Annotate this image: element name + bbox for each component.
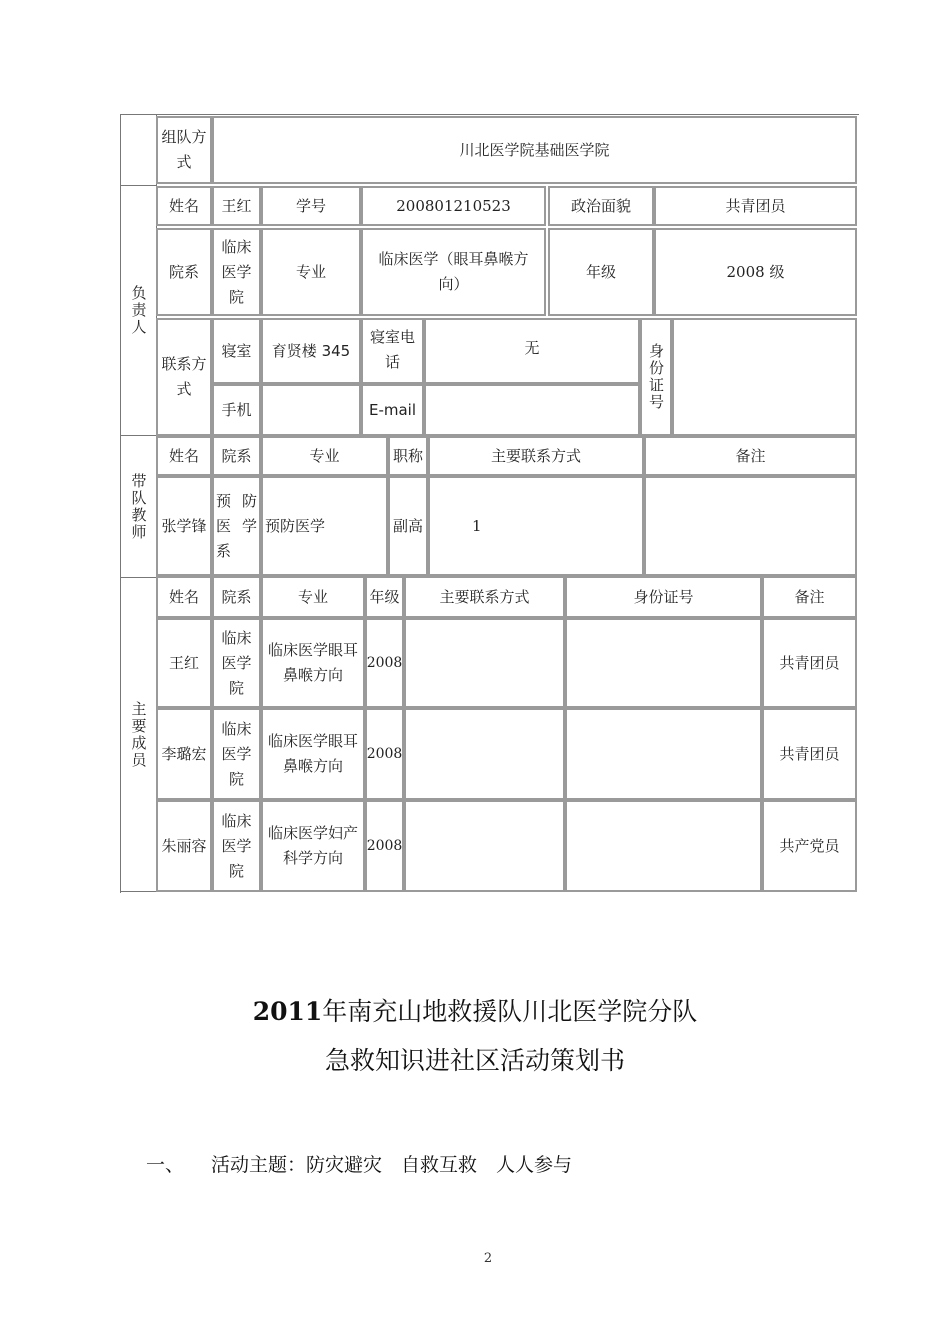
member-note: 共产党员 bbox=[762, 800, 857, 892]
teacher-header-title: 职称 bbox=[388, 436, 428, 476]
member-grade: 2008 bbox=[365, 618, 404, 708]
member-header-grade: 年级 bbox=[365, 576, 404, 618]
dorm-phone-label: 寝室电话 bbox=[361, 318, 424, 384]
leader-section-label: 负责人 bbox=[120, 186, 157, 436]
members-section-label: 主要成员 bbox=[120, 578, 157, 892]
member-grade: 2008 bbox=[365, 800, 404, 892]
section-heading bbox=[146, 1150, 572, 1177]
dorm-phone-value: 无 bbox=[424, 318, 640, 384]
teacher-header-dept: 院系 bbox=[212, 436, 261, 476]
major-label: 专业 bbox=[261, 228, 361, 316]
teacher-header-name: 姓名 bbox=[156, 436, 212, 476]
member-major: 临床医学妇产科学方向 bbox=[261, 800, 365, 892]
member-dept: 临床医学院 bbox=[212, 618, 261, 708]
document-subtitle: 急救知识进社区活动策划书 bbox=[324, 1046, 625, 1075]
student-id-label: 学号 bbox=[261, 186, 361, 226]
member-contact bbox=[404, 618, 565, 708]
section-number: 一、 bbox=[146, 1154, 185, 1176]
member-name: 朱丽容 bbox=[156, 800, 212, 892]
member-grade: 2008 bbox=[365, 708, 404, 800]
member-id bbox=[565, 800, 762, 892]
teacher-note bbox=[644, 476, 857, 576]
member-id bbox=[565, 708, 762, 800]
id-number-label: 身份证号 bbox=[640, 318, 672, 436]
teacher-title: 副高 bbox=[388, 476, 428, 576]
teacher-dept: 预防医学系 bbox=[212, 476, 261, 576]
team-method-label: 组队方式 bbox=[156, 116, 212, 184]
member-id bbox=[565, 618, 762, 708]
member-note: 共青团员 bbox=[762, 618, 857, 708]
member-note: 共青团员 bbox=[762, 708, 857, 800]
dorm-value: 育贤楼 345 bbox=[261, 318, 361, 384]
leader-name: 王红 bbox=[212, 186, 261, 226]
leader-grade: 2008 级 bbox=[654, 228, 857, 316]
political-label: 政治面貌 bbox=[548, 186, 654, 226]
leader-major: 临床医学（眼耳鼻喉方向） bbox=[361, 228, 546, 316]
document-title: 2011年南充山地救援队川北医学院分队 bbox=[252, 997, 698, 1026]
dept-label: 院系 bbox=[156, 228, 212, 316]
dorm-label: 寝室 bbox=[212, 318, 261, 384]
member-header-major: 专业 bbox=[261, 576, 365, 618]
member-contact bbox=[404, 800, 565, 892]
teacher-section-label: 带队教师 bbox=[120, 436, 157, 578]
teacher-header-contact: 主要联系方式 bbox=[428, 436, 644, 476]
member-name: 王红 bbox=[156, 618, 212, 708]
email-label: E-mail bbox=[361, 384, 424, 436]
political-value: 共青团员 bbox=[654, 186, 857, 226]
blank-corner-cell bbox=[120, 114, 157, 186]
member-name: 李璐宏 bbox=[156, 708, 212, 800]
id-number-value bbox=[672, 318, 857, 436]
member-header-dept: 院系 bbox=[212, 576, 261, 618]
leader-dept: 临床医学院 bbox=[212, 228, 261, 316]
student-id-value: 200801210523 bbox=[361, 186, 546, 226]
teacher-name: 张学锋 bbox=[156, 476, 212, 576]
page-number: 2 bbox=[483, 1251, 493, 1266]
member-major: 临床医学眼耳鼻喉方向 bbox=[261, 708, 365, 800]
leader-name-label: 姓名 bbox=[156, 186, 212, 226]
member-major: 临床医学眼耳鼻喉方向 bbox=[261, 618, 365, 708]
teacher-contact: 1 bbox=[428, 476, 644, 576]
email-value bbox=[424, 384, 640, 436]
team-method-value: 川北医学院基础医学院 bbox=[212, 116, 857, 184]
teacher-header-major: 专业 bbox=[261, 436, 388, 476]
member-header-name: 姓名 bbox=[156, 576, 212, 618]
member-header-contact: 主要联系方式 bbox=[404, 576, 565, 618]
teacher-header-note: 备注 bbox=[644, 436, 857, 476]
teacher-major: 预防医学 bbox=[261, 476, 388, 576]
mobile-label: 手机 bbox=[212, 384, 261, 436]
member-header-note: 备注 bbox=[762, 576, 857, 618]
section-text: 活动主题：防灾避灾 自救互救 人人参与 bbox=[211, 1154, 573, 1176]
member-header-id: 身份证号 bbox=[565, 576, 762, 618]
grade-label: 年级 bbox=[548, 228, 654, 316]
mobile-value bbox=[261, 384, 361, 436]
member-dept: 临床医学院 bbox=[212, 800, 261, 892]
member-dept: 临床医学院 bbox=[212, 708, 261, 800]
member-contact bbox=[404, 708, 565, 800]
contact-label: 联系方式 bbox=[156, 318, 212, 436]
